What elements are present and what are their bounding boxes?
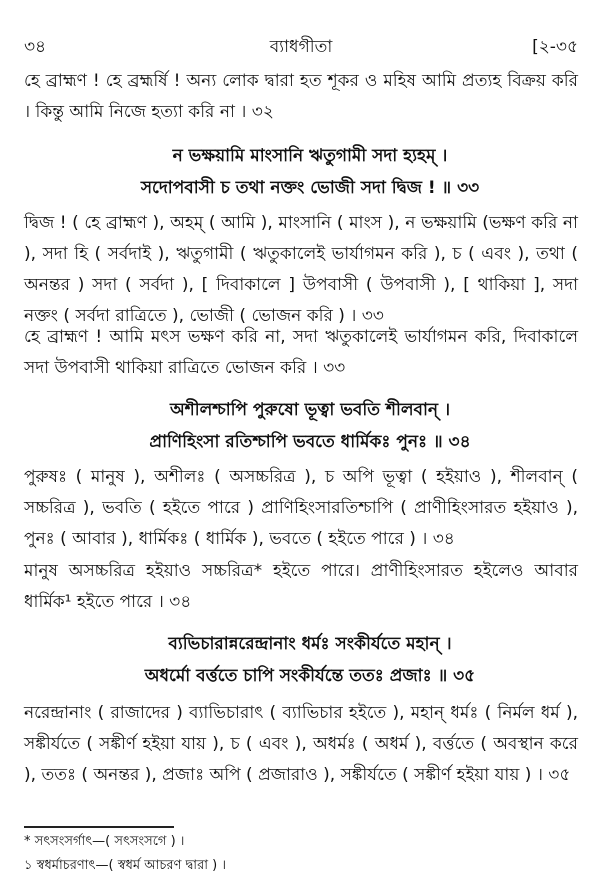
verse-33-line-1: ন ভক্ষয়ামি মাংসানি ঋতুগামী সদা হ্যহম্ । (172, 146, 448, 166)
footnote-divider (24, 826, 174, 828)
page-header (24, 34, 578, 60)
verse-35-line-2: অধর্মো বর্ত্ততে চাপি সংকীর্যন্তে ততঃ প্রজাঃ ॥ ৩৫ (144, 666, 476, 686)
verse-34-line-1: অশীলশ্চাপি পুরুষো ভূত্বা ভবতি শীলবান্ । (169, 400, 451, 420)
word-gloss-35: নরেন্দ্রানাং ( রাজাদের ) ব্যাভিচারাৎ ( ব্যাভিচার হইতে ), মহান্ ধর্মঃ ( নির্মল ধর্ম ), সঙ্কীর্যতে ( সঙ্কীর্ণ হইয়া যায় ), চ ( এবং ), অধর্মঃ ( অধর্ম ), বর্ত্ততে ( অবস্থান করে ), ততঃ ( অনন্তর ), প্রজাঃ অপি ( প্রজারাও ), সঙ্কীর্যতে ( সঙ্কীর্ণ হইয়া যায় ) । ৩৫ (24, 703, 578, 785)
verse-33-line-2: সদোপবাসী চ তথা নক্তং ভোজী সদা দ্বিজ ! ॥ ৩৩ (140, 178, 480, 198)
page-number: ৩৪ (24, 37, 47, 57)
word-gloss-33: দ্বিজ ! ( হে ব্রাহ্মণ ), অহম্ ( আমি ), মাংসানি ( মাংস ), ন ভক্ষয়ামি (ভক্ষণ করি না ), সদা হি ( সর্বদাই ), ঋতুগামী ( ঋতুকালেই ভার্যাগমন করি ), চ ( এবং ), তথা ( অনন্তর ) সদা ( সর্বদা ), [ দিবাকালে ] উপবাসী ( উপবাসী ), [ থাকিয়া ], সদা নক্তং ( সর্বদা রাত্রিতে ), ভোজী ( ভোজন করি ) । ৩৩ (24, 213, 578, 326)
footnote-star: * সৎসংসর্গাৎ—( সৎসংসগে ) । (24, 834, 185, 849)
verse-34-line-2: প্রাণিহিংসা রতিশ্চাপি ভবতে ধার্মিকঃ পুনঃ ॥ ৩৪ (149, 432, 471, 452)
chapter-verse-range: [২-৩৫ (532, 37, 578, 57)
translation-32: হে ব্রাহ্মণ ! হে ব্রহ্মর্ষি ! অন্য লোক দ্বারা হত শূকর ও মহিষ আমি প্রত্যহ বিক্রয় করি । কিন্তু আমি নিজে হত্যা করি না । ৩২ (24, 71, 578, 122)
verse-35 (60, 628, 560, 692)
running-title: ব্যাধগীতা (269, 37, 333, 57)
translation-33: হে ব্রাহ্মণ ! আমি মৎস ভক্ষণ করি না, সদা ঋতুকালেই ভার্যাগমন করি, দিবাকালে সদা উপবাসী থাকিয়া রাত্রিতে ভোজন করি । ৩৩ (24, 327, 578, 378)
footnotes (24, 830, 578, 878)
verse-34 (60, 394, 560, 458)
word-gloss-34: পুরুষঃ ( মানুষ ), অশীলঃ ( অসচ্চরিত্র ), চ অপি ভূত্বা ( হইয়াও ), শীলবান্ ( সচ্চরিত্র ), ভবতি ( হইতে পারে ) প্রাণিহিংসারতিশ্চাপি ( প্রাণীহিংসারত হইয়াও ), পুনঃ ( আবার ), ধার্মিকঃ ( ধার্মিক ), ভবতে ( হইতে পারে ) । ৩৪ (24, 467, 578, 549)
verse-33 (60, 140, 560, 204)
footnote-one: ১ স্বধর্মাচরণাৎ—( স্বধর্ম আচরণ দ্বারা ) । (24, 858, 226, 873)
verse-35-line-1: ব্যভিচারান্নরেন্দ্রানাং ধর্মঃ সংকীর্যতে মহান্ । (168, 634, 452, 654)
translation-34: মানুষ অসচ্চরিত্র হইয়াও সচ্চরিত্র* হইতে পারে। প্রাণীহিংসারত হইলেও আবার ধার্মিক¹ হইতে পারে । ৩৪ (24, 561, 578, 612)
